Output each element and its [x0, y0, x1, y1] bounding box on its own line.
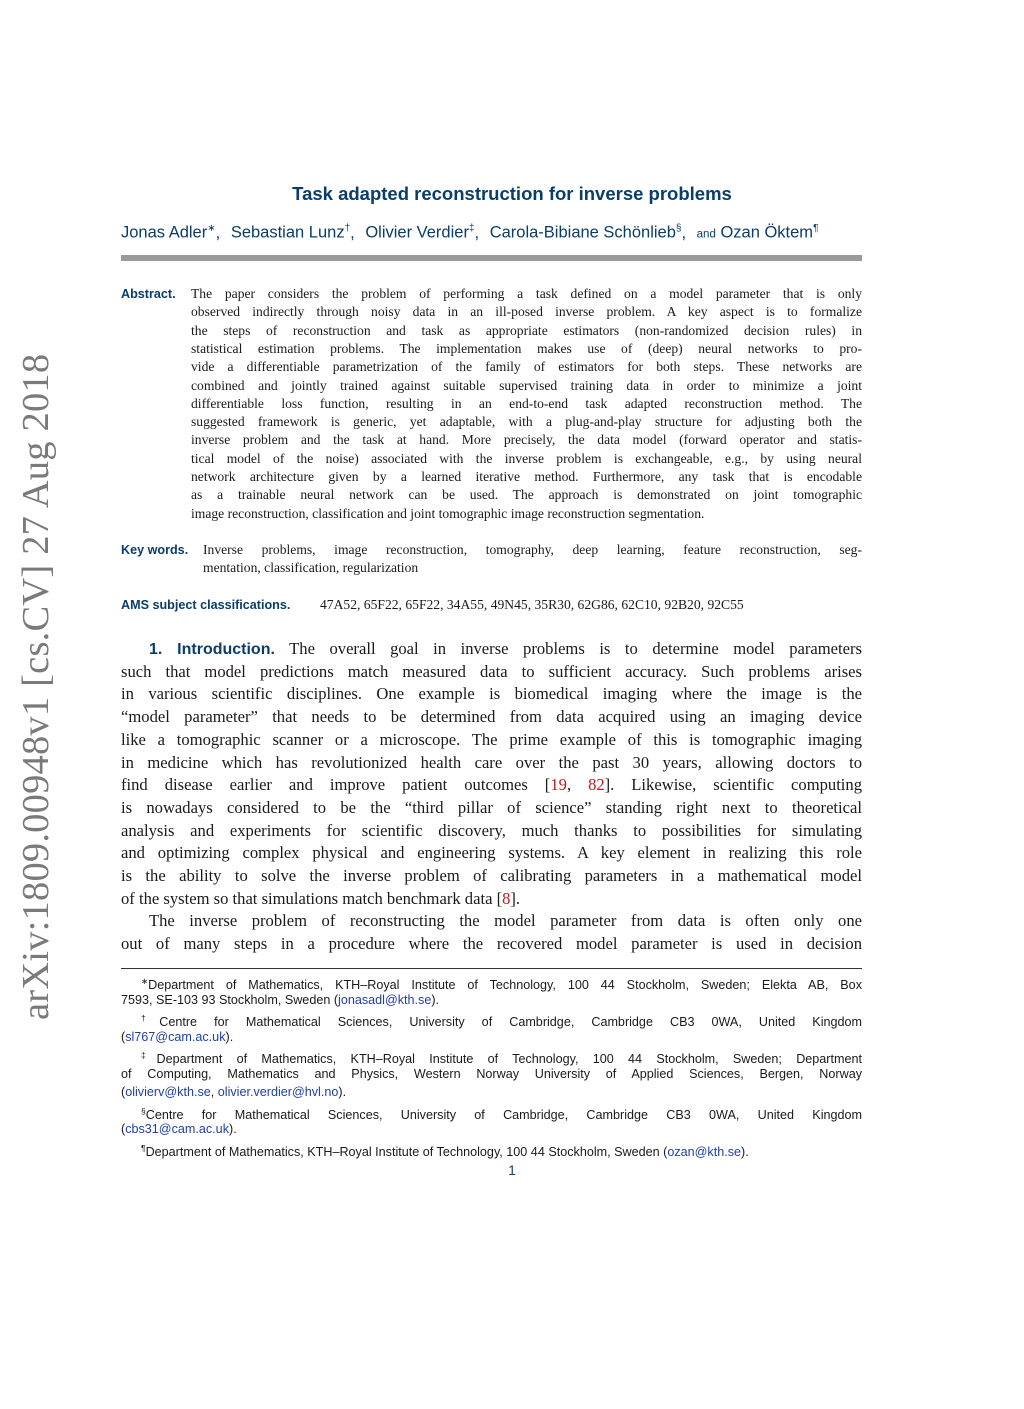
footnote-text: Department of Mathematics, KTH–Royal Institute of Technology, 100 44 Stockholm, Sweden; Elekta AB, Box [148, 978, 862, 993]
abstract-line: combined and jointly trained against suitable supervised training data in order to minimize a joint [191, 377, 862, 393]
intro-text: find disease earlier and improve patient outcomes [ [121, 775, 551, 795]
intro-line [121, 638, 862, 662]
intro-line: is nowadays considered to be the “third pillar of science” standing right next to theoretical [121, 797, 862, 817]
citation-link[interactable]: 8 [502, 888, 511, 908]
author-name: Sebastian Lunz [230, 223, 345, 242]
intro-line: out of many steps in a procedure where the recovered model parameter is used in decision [121, 934, 862, 954]
abstract-label: Abstract. [121, 287, 176, 301]
page-number: 1 [508, 1163, 516, 1178]
footnote-text: ). [431, 992, 440, 1007]
intro-line: is the ability to solve the inverse problem of calibrating parameters in a mathematical model [121, 866, 862, 885]
author-name: Jonas Adler [121, 223, 208, 242]
footnote-text: Department of Mathematics, KTH–Royal Institute of Technology, 100 44 Stockholm, Sweden; Department [156, 1052, 862, 1067]
keywords-line: mentation, classification, regularization [203, 560, 419, 576]
footnote-text: Centre for Mathematical Sciences, University of Cambridge, Cambridge CB3 0WA, United Kingdom [145, 1107, 862, 1122]
author-mark: † [344, 223, 351, 234]
author-name: Carola-Bibiane Schönlieb [489, 223, 676, 242]
email-link[interactable]: jonasadl@kth.se [338, 992, 432, 1007]
footnote-line: (cbs31@cam.ac.uk). [121, 1122, 237, 1136]
abstract-line: differentiable loss function, resulting in an end-to-end task adapted reconstruction method. The [191, 395, 862, 411]
intro-line: The inverse problem of reconstructing the model parameter from data is often only one [149, 911, 862, 931]
intro-line: like a tomographic scanner or a microscope. The prime example of this is tomographic imaging [121, 729, 862, 749]
intro-text: The overall goal in inverse problems is to determine model parameters [289, 639, 862, 658]
keywords-section [121, 541, 862, 581]
intro-line: and optimizing complex physical and engineering systems. A key element in realizing this role [121, 843, 862, 863]
author-mark: § [675, 223, 682, 234]
footnote-text: ). [741, 1144, 749, 1159]
footnote-line: (olivierv@kth.se, olivier.verdier@hvl.no). [121, 1085, 347, 1099]
author-mark: ‡ [468, 223, 475, 234]
arxiv-identifier-stamp: arXiv:1809.00948v1 [cs.CV] 27 Aug 2018 [15, 353, 57, 1020]
footnote-text: Department of Mathematics, KTH–Royal Institute of Technology, 100 44 Stockholm, Sweden ( [145, 1144, 668, 1159]
abstract-line: statistical estimation problems. The implementation makes use of (deep) neural networks to pro- [191, 340, 862, 356]
footnote-rule [121, 968, 862, 969]
footnote-line: (sl767@cam.ac.uk). [121, 1029, 234, 1044]
intro-line: in medicine which has revolutionized health care over the past 30 years, allowing doctors to [121, 752, 862, 772]
footnote-mark: § [141, 1105, 146, 1116]
keywords-label: Key words. [121, 543, 189, 557]
abstract-line: as a trainable neural network can be used. The approach is demonstrated on joint tomographic [191, 487, 862, 503]
keywords-line: Inverse problems, image reconstruction, tomography, deep learning, feature reconstruction, seg- [203, 542, 862, 557]
abstract-line: vide a differentiable parametrization of the family of estimators for both steps. These networks are [191, 359, 862, 375]
abstract-line: network architecture given by a learned iterative method. Furthermore, any task that is encodable [191, 469, 862, 484]
abstract-line: the steps of reconstruction and task as appropriate estimators (non-randomized decision rules) in [191, 322, 862, 338]
abstract-line: tical model of the noise) associated with the inverse problem is exchangeable, e.g., by using neural [191, 450, 862, 466]
author-name: Olivier Verdier [365, 223, 469, 242]
footnote-mark: ¶ [141, 1142, 146, 1153]
intro-line: analysis and experiments for scientific discovery, much thanks to possibilities for simulating [121, 820, 862, 840]
ams-label: AMS subject classifications. [121, 598, 291, 612]
authors-and-word: and [696, 228, 716, 241]
intro-line: in various scientific disciplines. One example is biomedical imaging where the image is the [121, 684, 862, 704]
footnote-text: Centre for Mathematical Sciences, University of Cambridge, Cambridge CB3 0WA, United Kingdom [159, 1015, 862, 1030]
footnote-mark: ‡ [141, 1050, 157, 1060]
footnote-mark: ∗ [141, 976, 149, 986]
author-mark: ¶ [813, 223, 819, 234]
abstract-line: inverse problem and the task at hand. More precisely, the data model (forward operator and statis- [191, 432, 862, 448]
abstract-section [121, 285, 862, 525]
ams-classification-section [121, 596, 862, 616]
abstract-line: The paper considers the problem of performing a task defined on a model parameter that is only [191, 286, 862, 301]
abstract-line: image reconstruction, classification and joint tomographic image reconstruction segmentation. [191, 505, 705, 521]
footnote-line [121, 1139, 862, 1162]
email-link[interactable]: ozan@kth.se [667, 1144, 742, 1159]
intro-line [121, 888, 862, 911]
intro-line [121, 774, 862, 797]
footnote-mark: † [141, 1013, 160, 1023]
citation-link[interactable]: 82 [588, 775, 605, 795]
citation-link[interactable]: 19 [550, 775, 567, 795]
intro-line: such that model predictions match measured data to sufficient accuracy. Such problems arises [121, 661, 862, 681]
title-rule [121, 255, 862, 261]
author-mark: ∗ [207, 223, 216, 234]
author-name: Ozan Öktem [720, 223, 814, 242]
email-link[interactable]: olivierv@kth.se [125, 1085, 211, 1099]
footnote-text: 7593, SE-103 93 Stockholm, Sweden ( [121, 992, 339, 1007]
footnote-line: of Computing, Mathematics and Physics, Western Norway University of Applied Sciences, Bergen, Norway [121, 1066, 862, 1081]
abstract-line: suggested framework is generic, yet adaptable, with a plug-and-play structure for adjusting both the [191, 414, 862, 430]
intro-text: of the system so that simulations match benchmark data [ [121, 888, 503, 908]
email-link[interactable]: olivier.verdier@hvl.no [217, 1085, 339, 1099]
paper-title: Task adapted reconstruction for inverse problems [292, 183, 732, 204]
intro-text: ]. [510, 888, 521, 908]
intro-line: “model parameter” that needs to be determined from data acquired using an imaging device [121, 707, 862, 727]
section-heading: 1. Introduction. [149, 641, 275, 658]
email-link[interactable]: cbs31@cam.ac.uk [125, 1122, 229, 1136]
intro-text: ]. Likewise, scientific computing [604, 775, 863, 795]
ams-codes: 47A52, 65F22, 65F22, 34A55, 49N45, 35R30, 62G86, 62C10, 92B20, 92C55 [320, 597, 744, 612]
intro-text: , [566, 775, 589, 795]
footnote-line [121, 991, 862, 1010]
abstract-line: observed indirectly through noisy data in an ill-posed inverse problem. A key aspect is to formalize [191, 304, 862, 320]
email-link[interactable]: sl767@cam.ac.uk [125, 1029, 226, 1044]
author-list: Jonas Adler∗, Sebastian Lunz†, Olivier Verdier‡, Carola-Bibiane Schönlieb§, and Ozan Öktem¶ [121, 223, 819, 242]
